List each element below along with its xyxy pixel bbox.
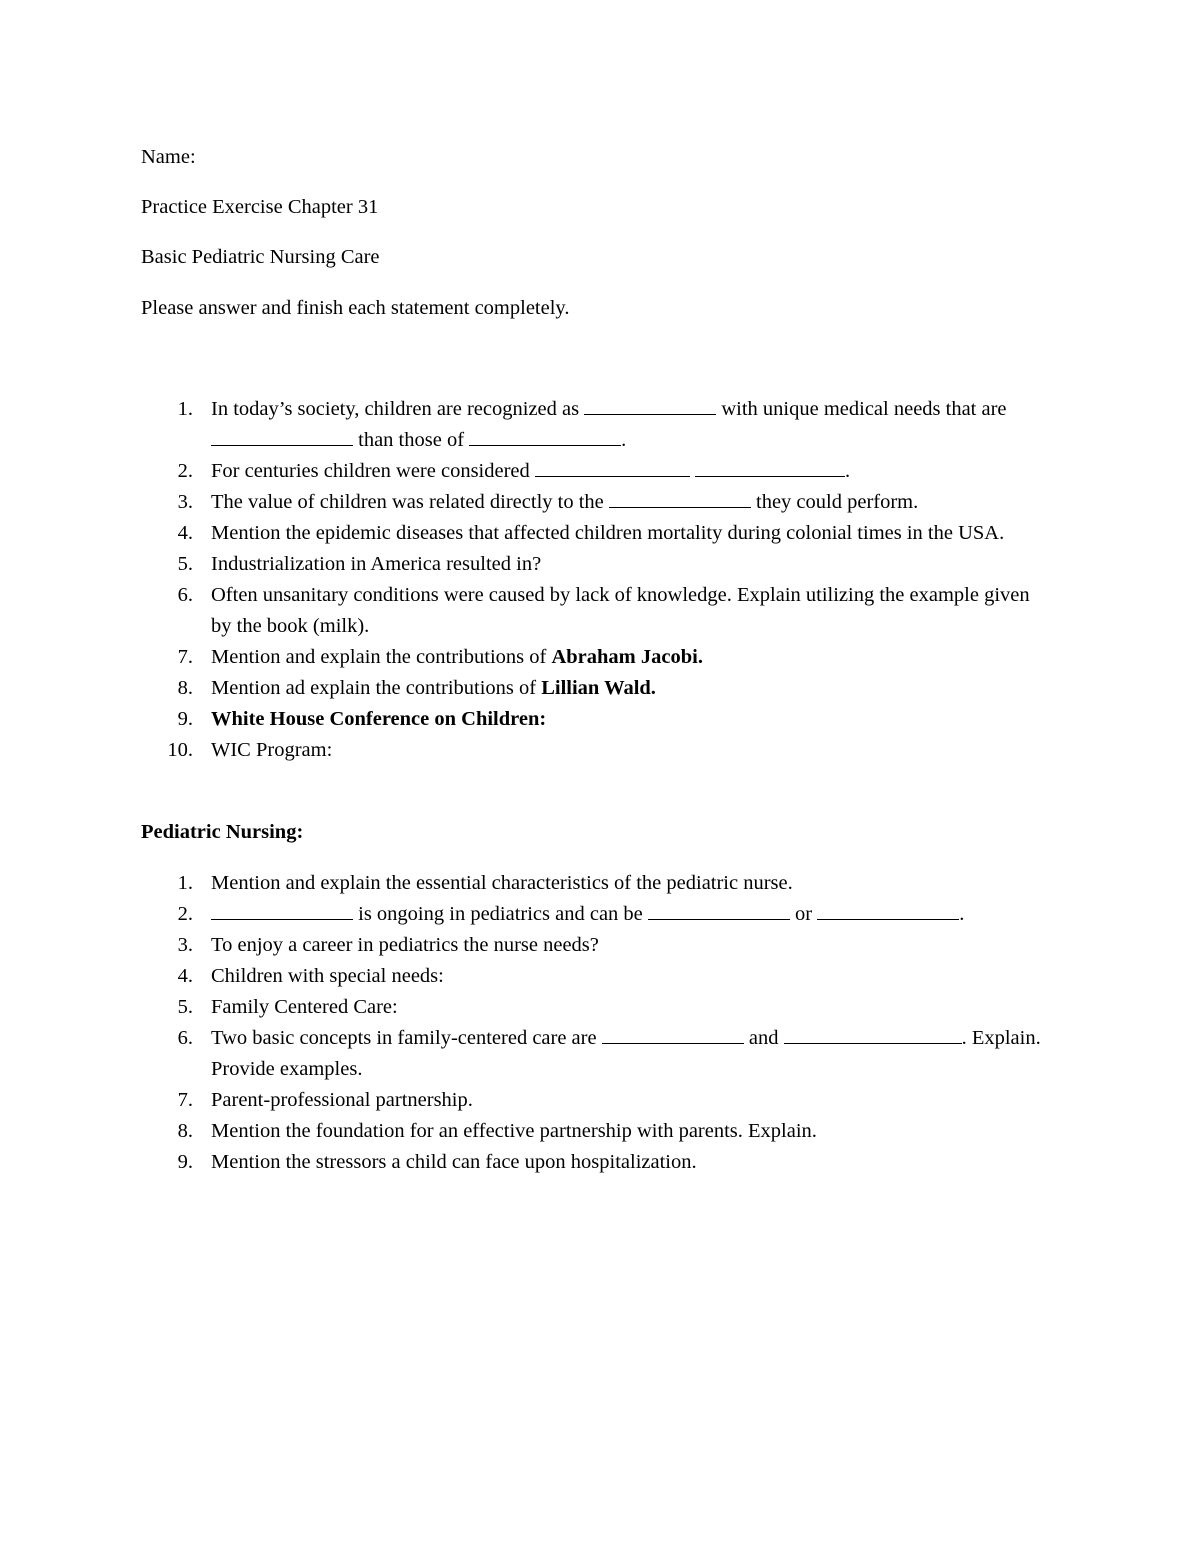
item-number: 3. bbox=[177, 491, 193, 513]
item-text: is ongoing in pediatrics and can be or . bbox=[211, 899, 1041, 930]
list-item bbox=[0, 961, 1200, 992]
list-item bbox=[0, 1147, 1200, 1178]
name-label: Name: bbox=[141, 146, 196, 168]
item-number: 1. bbox=[177, 398, 193, 420]
item-number: 4. bbox=[177, 522, 193, 544]
list-item bbox=[0, 1085, 1200, 1116]
item-text: Mention and explain the essential characteristics of the pediatric nurse. bbox=[211, 872, 793, 894]
item-number: 3. bbox=[177, 934, 193, 956]
item-text: For centuries children were considered . bbox=[211, 456, 1041, 487]
list-item bbox=[0, 868, 1200, 899]
list-item bbox=[0, 642, 1200, 673]
item-text: Two basic concepts in family-centered care are and . Explain. Provide examples. bbox=[211, 1023, 1041, 1085]
bold-name: Abraham Jacobi. bbox=[551, 646, 703, 668]
item-text: The value of children was related directly to the they could perform. bbox=[211, 487, 1041, 518]
answer-blank[interactable] bbox=[211, 425, 353, 446]
list-item bbox=[0, 518, 1200, 549]
list-item bbox=[0, 1116, 1200, 1147]
list-item bbox=[0, 930, 1200, 961]
item-number: 5. bbox=[177, 553, 193, 575]
item-text: Mention the epidemic diseases that affected children mortality during colonial times in the USA. bbox=[211, 522, 1005, 544]
item-number: 6. bbox=[177, 1027, 193, 1049]
question-list-pediatric-nursing bbox=[0, 868, 1200, 1178]
answer-blank[interactable] bbox=[535, 456, 690, 477]
answer-blank[interactable] bbox=[648, 899, 790, 920]
item-number: 2. bbox=[177, 903, 193, 925]
list-item bbox=[0, 992, 1200, 1023]
subject-title: Basic Pediatric Nursing Care bbox=[141, 246, 380, 268]
list-item bbox=[0, 580, 1200, 642]
item-text: Often unsanitary conditions were caused by lack of knowledge. Explain utilizing the example given by the book (milk). bbox=[211, 584, 1030, 637]
item-text: Mention ad explain the contributions of Lillian Wald. bbox=[211, 677, 656, 699]
list-item bbox=[0, 673, 1200, 704]
list-item bbox=[0, 549, 1200, 580]
item-number: 10. bbox=[167, 739, 193, 761]
answer-blank[interactable] bbox=[817, 899, 959, 920]
item-text bbox=[211, 704, 1041, 735]
item-text: Mention the stressors a child can face upon hospitalization. bbox=[211, 1151, 697, 1173]
answer-blank[interactable] bbox=[609, 487, 751, 508]
list-item bbox=[0, 1023, 1200, 1085]
section-heading: Pediatric Nursing: bbox=[141, 821, 304, 843]
item-text: Family Centered Care: bbox=[211, 996, 398, 1018]
item-text: WIC Program: bbox=[211, 739, 333, 761]
list-item bbox=[0, 899, 1200, 930]
list-item bbox=[0, 487, 1200, 518]
item-number: 8. bbox=[177, 677, 193, 699]
item-text: Industrialization in America resulted in? bbox=[211, 553, 542, 575]
item-text: Mention the foundation for an effective partnership with parents. Explain. bbox=[211, 1120, 817, 1142]
item-number: 5. bbox=[177, 996, 193, 1018]
item-text: To enjoy a career in pediatrics the nurse needs? bbox=[211, 934, 599, 956]
item-number: 6. bbox=[177, 584, 193, 606]
item-text: In today’s society, children are recognized as with unique medical needs that are than those of . bbox=[211, 394, 1041, 456]
item-text: Children with special needs: bbox=[211, 965, 444, 987]
answer-blank[interactable] bbox=[211, 899, 353, 920]
bold-name: Lillian Wald. bbox=[541, 677, 656, 699]
answer-blank[interactable] bbox=[469, 425, 621, 446]
answer-blank[interactable] bbox=[695, 456, 845, 477]
chapter-title: Practice Exercise Chapter 31 bbox=[141, 196, 379, 218]
answer-blank[interactable] bbox=[602, 1023, 744, 1044]
item-text: Mention and explain the contributions of Abraham Jacobi. bbox=[211, 646, 703, 668]
question-list-history bbox=[0, 394, 1200, 766]
item-number: 9. bbox=[177, 1151, 193, 1173]
item-number: 8. bbox=[177, 1120, 193, 1142]
item-number: 9. bbox=[177, 708, 193, 730]
answer-blank[interactable] bbox=[584, 394, 716, 415]
item-number: 1. bbox=[177, 872, 193, 894]
item-number: 7. bbox=[177, 1089, 193, 1111]
list-item bbox=[0, 735, 1200, 766]
item-number: 7. bbox=[177, 646, 193, 668]
list-item bbox=[0, 394, 1200, 456]
item-text: Parent-professional partnership. bbox=[211, 1089, 473, 1111]
list-item bbox=[0, 704, 1200, 735]
item-number: 2. bbox=[177, 460, 193, 482]
bold-topic: White House Conference on Children: bbox=[211, 708, 547, 730]
item-number: 4. bbox=[177, 965, 193, 987]
instructions: Please answer and finish each statement completely. bbox=[141, 297, 570, 319]
answer-blank[interactable] bbox=[784, 1023, 962, 1044]
list-item bbox=[0, 456, 1200, 487]
